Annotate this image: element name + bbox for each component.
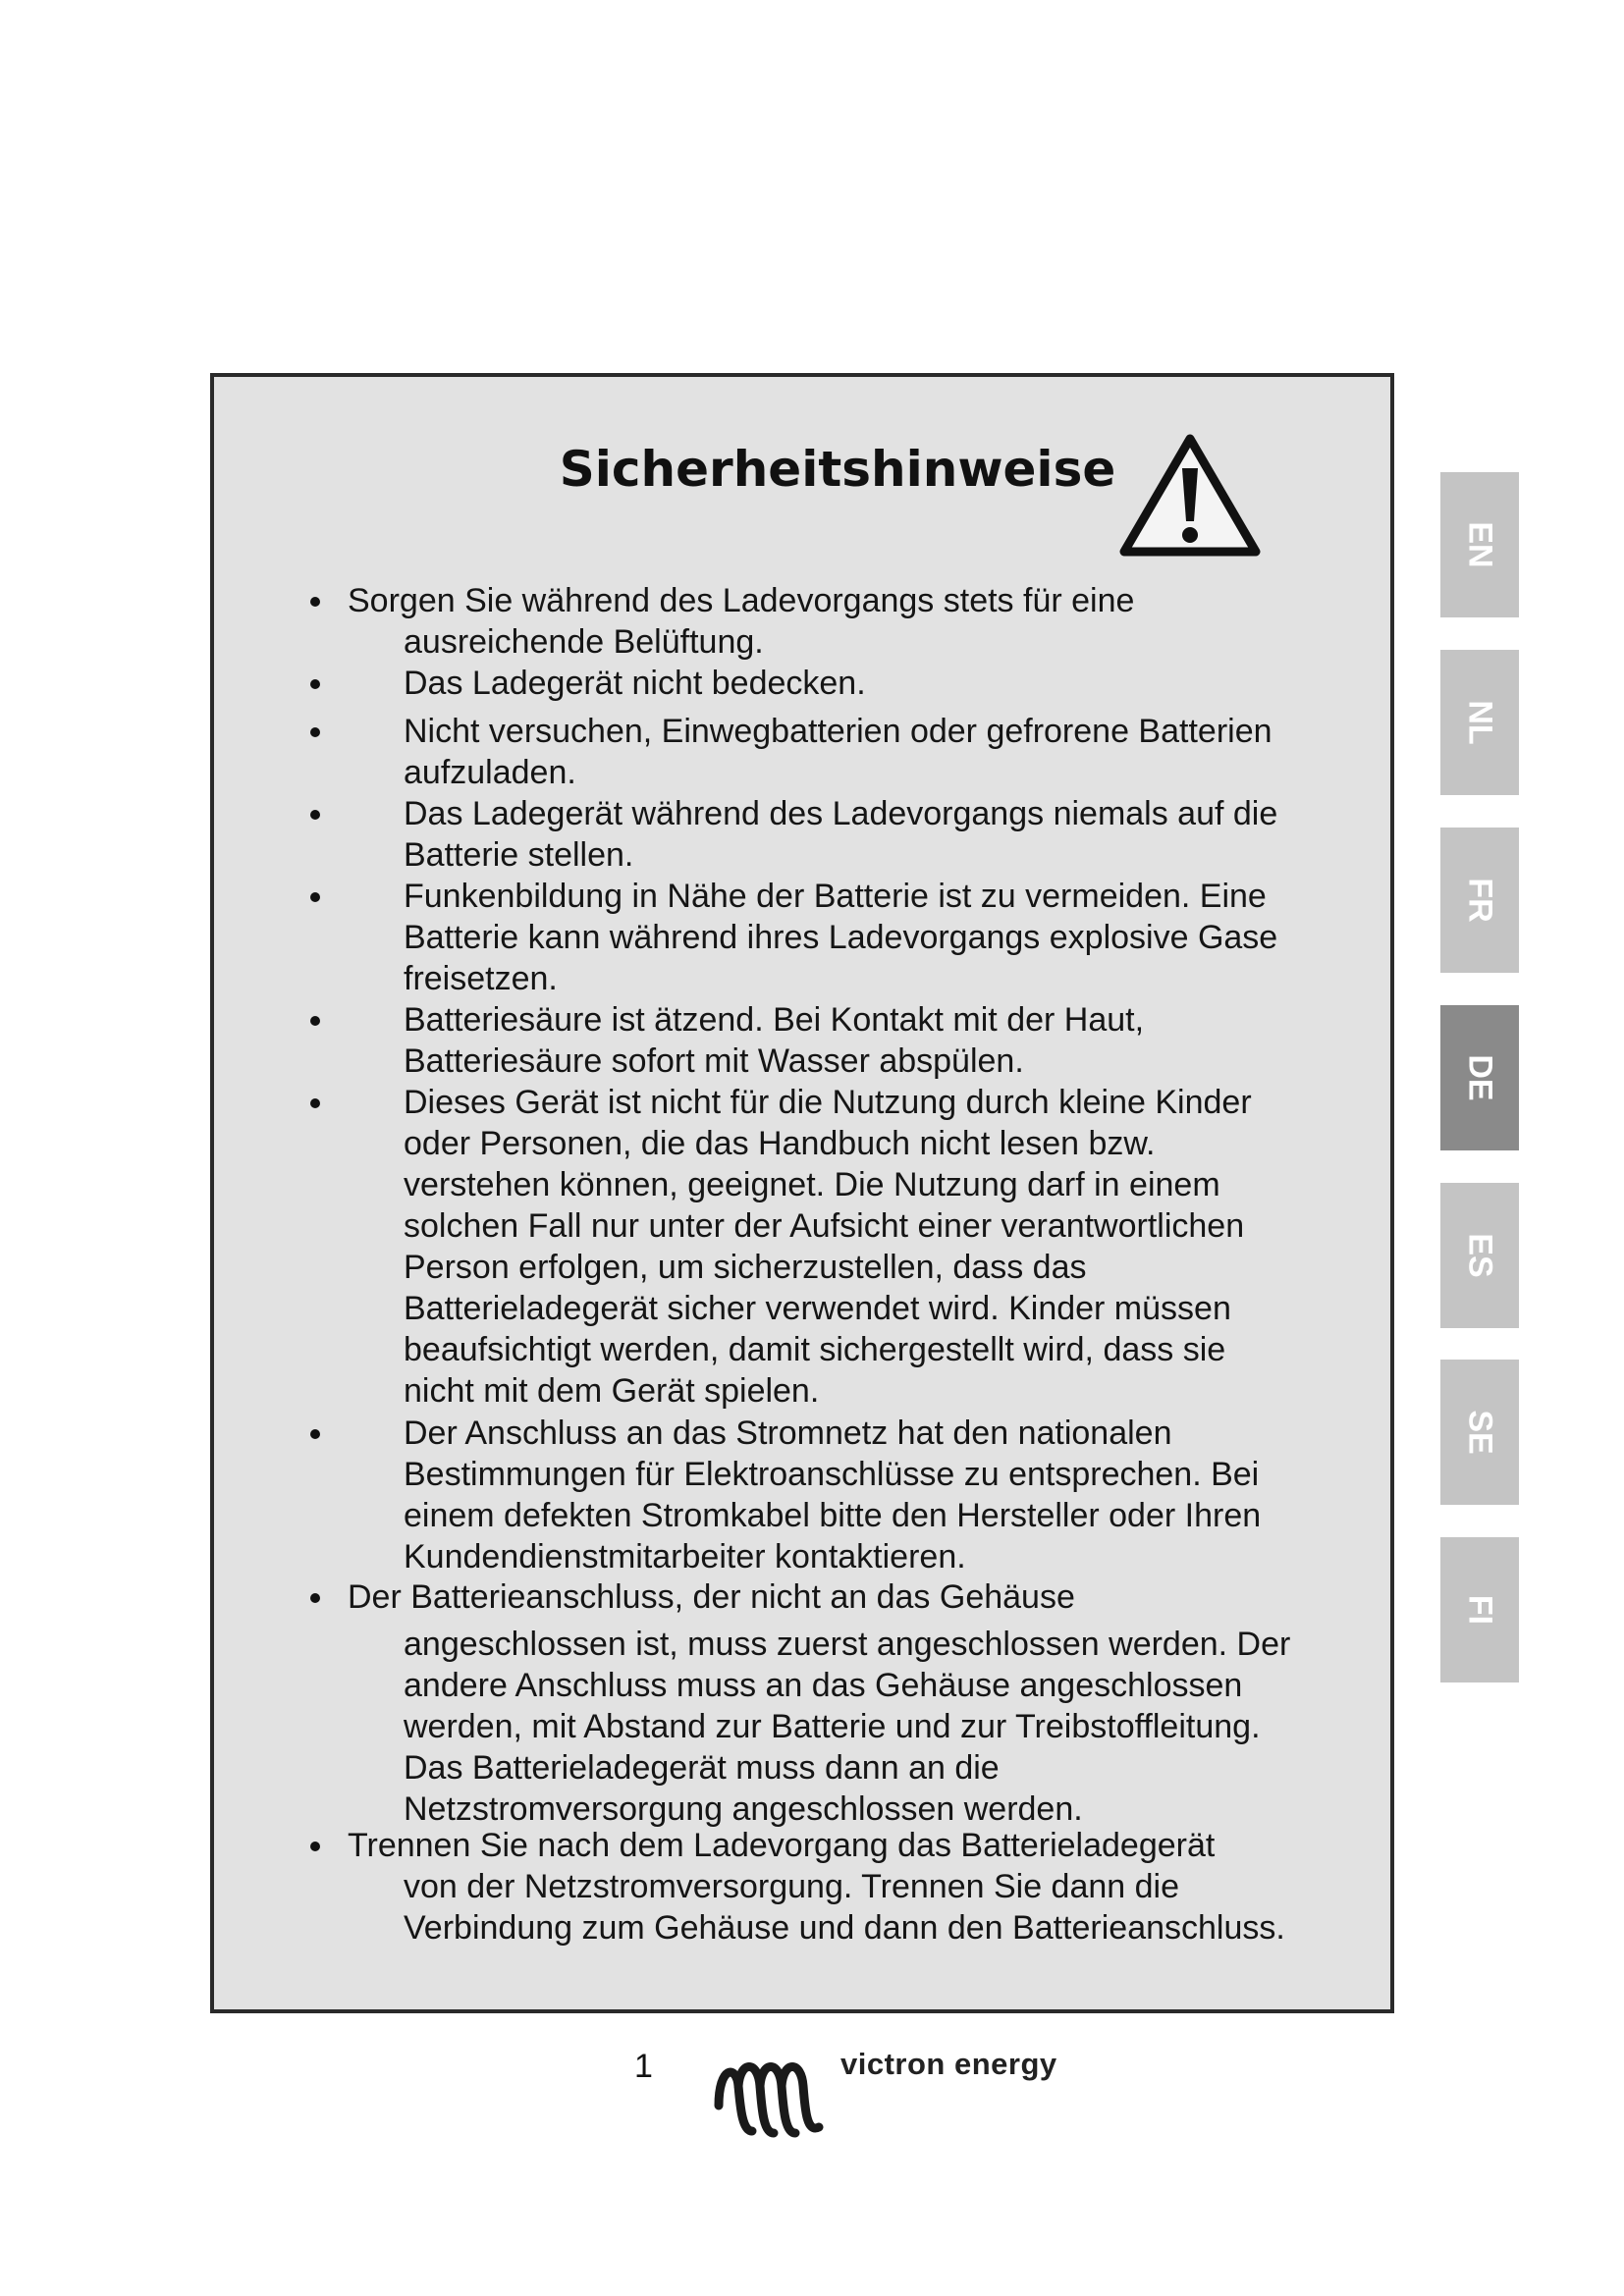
bullet-icon bbox=[310, 810, 320, 820]
bullet-icon bbox=[310, 597, 320, 607]
safety-list bbox=[214, 377, 1390, 2009]
page-title: Sicherheitshinweise bbox=[559, 441, 1116, 498]
bullet-icon bbox=[310, 1429, 320, 1439]
list-item-continuation: ausreichende Belüftung. bbox=[404, 623, 764, 661]
bullet-icon bbox=[310, 1098, 320, 1108]
tab-de[interactable]: DE bbox=[1440, 1005, 1519, 1150]
tab-en[interactable]: EN bbox=[1440, 472, 1519, 617]
list-item-text: Der Anschluss an das Stromnetz hat den nationalen Bestimmungen für Elektroanschlüsse zu entsprechen. Bei einem defekten Stromkabel bitte den Hersteller oder Ihren Kundendienstmitarbeiter kontaktieren. bbox=[404, 1415, 1262, 1575]
tab-fr[interactable]: FR bbox=[1440, 828, 1519, 973]
list-item-text: Funkenbildung in Nähe der Batterie ist zu vermeiden. Eine Batterie kann während ihres Ladevorgangs explosive Gase freisetzen. bbox=[404, 878, 1278, 997]
bullet-icon bbox=[310, 727, 320, 737]
language-tabs bbox=[1440, 0, 1519, 2296]
list-item-continuation: angeschlossen ist, muss zuerst angeschlossen werden. Der andere Anschluss muss an das Gehäuse angeschlossen werden, mit Abstand zur Batterie und zur Treibstoffleitung. Das Batterieladegerät muss dann an die Netzstromversorgung angeschlossen werden. bbox=[404, 1626, 1291, 1828]
list-item-text: Batteriesäure ist ätzend. Bei Kontakt mit der Haut, Batteriesäure sofort mit Wasser abspülen. bbox=[404, 1001, 1145, 1080]
list-item-text: Der Batterieanschluss, der nicht an das Gehäuse bbox=[348, 1578, 1075, 1616]
safety-notice-box bbox=[210, 373, 1394, 2013]
list-item-text: Trennen Sie nach dem Ladevorgang das Batterieladegerät bbox=[348, 1827, 1216, 1864]
bullet-icon bbox=[310, 1593, 320, 1603]
list-item-text: Dieses Gerät ist nicht für die Nutzung durch kleine Kinder oder Personen, die das Handbuch nicht lesen bzw. verstehen können, geeignet. Die Nutzung darf in einem solchen Fall nur unter der Aufsicht einer verantwortlichen Person erfolgen, um sicherzustellen, dass das Batterieladegerät sicher verwendet wird. Kinder müssen beaufsichtigt werden, damit sichergestellt wird, dass sie nicht mit dem Gerät spielen. bbox=[404, 1084, 1252, 1410]
victron-logo-icon bbox=[709, 2047, 829, 2139]
brand-name: victron energy bbox=[840, 2047, 1057, 2081]
bullet-icon bbox=[310, 679, 320, 689]
tab-se[interactable]: SE bbox=[1440, 1360, 1519, 1505]
list-item-text: Nicht versuchen, Einwegbatterien oder gefrorene Batterien aufzuladen. bbox=[404, 713, 1272, 791]
tab-fi[interactable]: FI bbox=[1440, 1537, 1519, 1682]
page-number: 1 bbox=[634, 2048, 653, 2085]
list-item-text: Das Ladegerät während des Ladevorgangs niemals auf die Batterie stellen. bbox=[404, 795, 1278, 874]
list-item-continuation: von der Netzstromversorgung. Trennen Sie dann die Verbindung zum Gehäuse und dann den Batterieanschluss. bbox=[404, 1868, 1285, 1947]
list-item-text: Sorgen Sie während des Ladevorgangs stets für eine bbox=[348, 582, 1135, 619]
tab-es[interactable]: ES bbox=[1440, 1183, 1519, 1328]
list-item-text: Das Ladegerät nicht bedecken. bbox=[404, 665, 866, 702]
bullet-icon bbox=[310, 1016, 320, 1026]
bullet-icon bbox=[310, 1842, 320, 1851]
tab-nl[interactable]: NL bbox=[1440, 650, 1519, 795]
bullet-icon bbox=[310, 892, 320, 902]
